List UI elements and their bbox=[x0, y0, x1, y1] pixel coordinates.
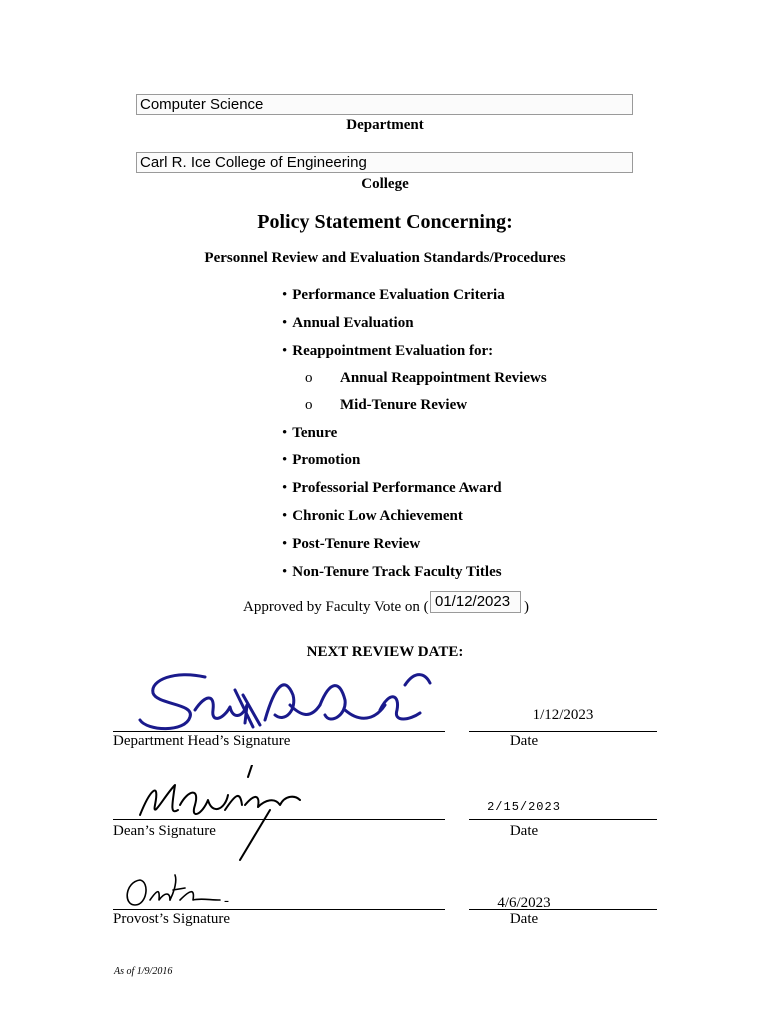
provost-signature bbox=[115, 870, 225, 915]
bullet-icon: • bbox=[282, 536, 288, 552]
date-label: Date bbox=[509, 733, 539, 749]
list-item: • Chronic Low Achievement bbox=[282, 508, 463, 524]
approval-label: Approved by Faculty Vote on ( bbox=[243, 599, 429, 615]
list-item: • Tenure bbox=[282, 425, 338, 441]
list-item: • Annual Evaluation bbox=[282, 315, 414, 331]
department-caption: Department bbox=[346, 117, 424, 133]
bullet-icon: • bbox=[282, 508, 288, 524]
list-item: • Performance Evaluation Criteria bbox=[282, 287, 505, 303]
footer-version: As of 1/9/2016 bbox=[114, 966, 173, 977]
department-head-signature bbox=[135, 665, 435, 740]
page-subtitle: Personnel Review and Evaluation Standards/Procedures bbox=[204, 250, 566, 266]
bullet-icon: • bbox=[282, 287, 288, 303]
list-item: • Reappointment Evaluation for: bbox=[282, 343, 494, 359]
provost-signature-label: Provost’s Signature bbox=[113, 911, 231, 927]
provost-dash: - bbox=[224, 893, 229, 909]
date-line bbox=[469, 819, 657, 820]
date-label: Date bbox=[509, 823, 539, 839]
college-caption: College bbox=[361, 176, 409, 192]
dean-date-value[interactable]: 2/15/2023 bbox=[487, 800, 561, 814]
date-label: Date bbox=[509, 911, 539, 927]
sub-list-item: o Mid-Tenure Review bbox=[305, 397, 468, 413]
circle-bullet-icon: o bbox=[305, 397, 313, 413]
list-item: • Non-Tenure Track Faculty Titles bbox=[282, 564, 502, 580]
bullet-icon: • bbox=[282, 564, 288, 580]
department-field[interactable]: Computer Science bbox=[136, 94, 633, 115]
bullet-icon: • bbox=[282, 425, 288, 441]
sub-list-item: o Annual Reappointment Reviews bbox=[305, 370, 547, 386]
bullet-icon: • bbox=[282, 315, 288, 331]
provost-date-value[interactable]: 4/6/2023 bbox=[497, 895, 551, 911]
list-item: • Promotion bbox=[282, 452, 361, 468]
bullet-icon: • bbox=[282, 343, 288, 359]
next-review-label: NEXT REVIEW DATE: bbox=[306, 644, 464, 660]
approval-close-paren: ) bbox=[524, 599, 529, 615]
list-item: • Professorial Performance Award bbox=[282, 480, 502, 496]
college-field[interactable]: Carl R. Ice College of Engineering bbox=[136, 152, 633, 173]
dean-signature-label: Dean’s Signature bbox=[113, 823, 216, 839]
head-date-value[interactable]: 1/12/2023 bbox=[532, 707, 594, 723]
head-signature-label: Department Head’s Signature bbox=[113, 733, 291, 749]
list-item: • Post-Tenure Review bbox=[282, 536, 421, 552]
date-line bbox=[469, 731, 657, 732]
bullet-icon: • bbox=[282, 452, 288, 468]
circle-bullet-icon: o bbox=[305, 370, 313, 386]
page-title: Policy Statement Concerning: bbox=[257, 211, 513, 233]
dean-signature bbox=[130, 765, 310, 865]
bullet-icon: • bbox=[282, 480, 288, 496]
approval-date-field[interactable]: 01/12/2023 bbox=[430, 591, 521, 613]
